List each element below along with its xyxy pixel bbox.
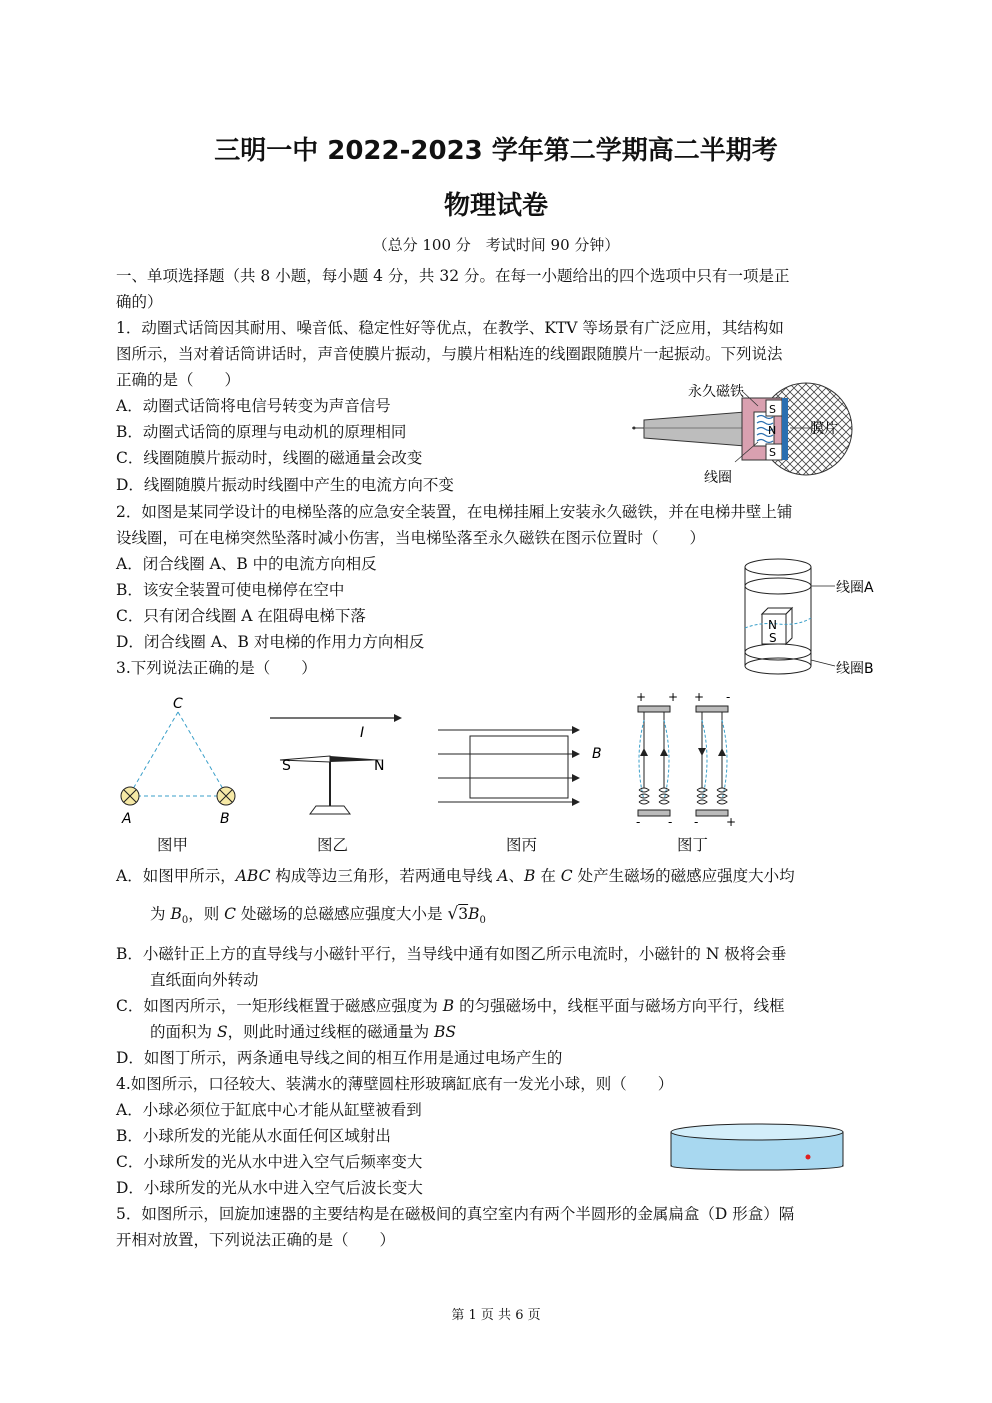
ding-right-minus-a: - [694, 815, 699, 829]
q1-option-a: A．动圈式话筒将电信号转变为声音信号 [116, 397, 391, 415]
exam-meta: （总分 100 分 考试时间 90 分钟） [372, 236, 620, 254]
figure-yi [270, 714, 402, 814]
light-ball [806, 1155, 811, 1160]
mic-n-label: N [768, 424, 777, 437]
page-footer: 第 1 页 共 6 页 [451, 1308, 541, 1323]
q5-stem: 5．如图所示，回旋加速器的主要结构是在磁极间的真空室内有两个半圆形的金属扁盒（D 形盒）隔 [116, 1205, 795, 1223]
ding-right-plus-bottom: + [726, 815, 737, 829]
q1-option-d: D．线圈随膜片振动时线圈中产生的电流方向不变 [116, 476, 454, 494]
q2-option-a: A．闭合线圈 A、B 中的电流方向相反 [116, 555, 377, 573]
q4-option-c: C．小球所发的光从水中进入空气后频率变大 [116, 1153, 423, 1171]
figure-ding [636, 690, 736, 829]
q1-option-b: B．动圈式话筒的原理与电动机的原理相同 [116, 423, 407, 441]
q3-option-a: A．如图甲所示，ABC 构成等边三角形，若两通电导线 A、B 在 C 处产生磁场的磁感应强度大小均 [116, 867, 795, 885]
q3-option-a-cont: 为 $B_0$，则 C 处磁场的总磁感应强度大小是 $√3B_0$ [150, 904, 486, 927]
yi-current-label: I [360, 725, 365, 741]
figure-bing [438, 726, 602, 806]
mic-s-bottom-label: S [769, 446, 776, 459]
q1-stem: 1．动圈式话筒因其耐用、噪音低、稳定性好等优点，在教学、KTV 等场景有广泛应用，其结构如 [116, 319, 784, 337]
q2-option-c: C．只有闭合线圈 A 在阻碍电梯下落 [116, 607, 366, 625]
q1-stem: 正确的是（ ） [116, 371, 241, 389]
bing-field-label: B [592, 746, 602, 762]
caption-yi: 图乙 [317, 836, 349, 854]
coil-a-label: 线圈A [836, 580, 874, 596]
q2-stem: 设线圈，可在电梯突然坠落时减小伤害，当电梯坠落至永久磁铁在图示位置时（ ） [116, 529, 706, 547]
ding-left-plus-b: + [668, 690, 679, 704]
yi-n-label: N [374, 758, 385, 774]
q2-stem: 2．如图是某同学设计的电梯坠落的应急安全装置，在电梯挂厢上安装永久磁铁，并在电梯井壁上铺 [116, 503, 793, 521]
yi-s-label: S [282, 758, 291, 774]
q2-option-d: D．闭合线圈 A、B 对电梯的作用力方向相反 [116, 633, 425, 651]
q3-option-b-cont: 直纸面向外转动 [150, 971, 259, 989]
q3-option-c-cont: 的面积为 S，则此时通过线框的磁通量为 BS [150, 1023, 457, 1041]
elevator-magnet-n-label: N [768, 618, 777, 632]
q1-stem: 图所示，当对着话筒讲话时，声音使膜片振动，与膜片相粘连的线圈跟随膜片一起振动。下列说法 [116, 345, 783, 363]
caption-bing: 图丙 [506, 836, 538, 854]
exam-title: 三明一中 2022-2023 学年第二学期高二半期考 [214, 136, 778, 166]
exam-subtitle: 物理试卷 [443, 191, 548, 221]
q2-option-b: B．该安全装置可使电梯停在空中 [116, 581, 345, 599]
jia-label-c: C [173, 696, 183, 712]
elevator-coil-figure [740, 556, 888, 682]
caption-ding: 图丁 [677, 836, 709, 854]
q3-option-b: B．小磁针正上方的直导线与小磁针平行，当导线中通有如图乙所示电流时，小磁针的 N 极将会垂 [116, 945, 787, 963]
q4-stem: 4.如图所示，口径较大、装满水的薄壁圆柱形玻璃缸底有一发光小球，则（ ） [116, 1075, 674, 1093]
mic-coil-label: 线圈 [704, 470, 732, 486]
ding-right-minus-top: - [726, 690, 731, 704]
figure-jia [121, 696, 235, 827]
caption-jia: 图甲 [157, 836, 189, 854]
ding-left-minus-b: - [668, 815, 673, 829]
q5-stem: 开相对放置，下列说法正确的是（ ） [116, 1231, 396, 1249]
q1-option-c: C．线圈随膜片振动时，线圈的磁通量会改变 [116, 449, 423, 467]
q4-option-a: A．小球必须位于缸底中心才能从缸壁被看到 [116, 1101, 422, 1119]
ding-left-plus-a: + [636, 690, 647, 704]
ding-left-minus-a: - [636, 815, 641, 829]
q4-option-d: D．小球所发的光从水中进入空气后波长变大 [116, 1179, 423, 1197]
q3-option-d: D．如图丁所示，两条通电导线之间的相互作用是通过电场产生的 [116, 1049, 563, 1067]
mic-magnet-label: 永久磁铁 [688, 384, 744, 400]
mic-film-label: 膜片 [810, 421, 838, 437]
q4-option-b: B．小球所发的光能从水面任何区域射出 [116, 1127, 391, 1145]
jia-label-a: A [122, 811, 132, 827]
ding-right-plus: + [694, 690, 705, 704]
q3-option-c: C．如图丙所示，一矩形线框置于磁感应强度为 B 的匀强磁场中，线框平面与磁场方向平行，线框 [116, 997, 785, 1015]
glass-tank-figure [668, 1120, 846, 1172]
jia-label-b: B [220, 811, 230, 827]
coil-b-label: 线圈B [836, 661, 874, 677]
q3-stem: 3.下列说法正确的是（ ） [116, 659, 317, 677]
q3-figures [112, 690, 872, 830]
section-heading-cont: 确的） [116, 293, 163, 311]
elevator-magnet-s-label: S [769, 631, 777, 645]
microphone-figure [630, 376, 875, 488]
section-heading: 一、单项选择题（共 8 小题，每小题 4 分，共 32 分。在每一小题给出的四个选项中只有一项是正 [116, 267, 790, 285]
mic-s-top-label: S [769, 403, 776, 416]
